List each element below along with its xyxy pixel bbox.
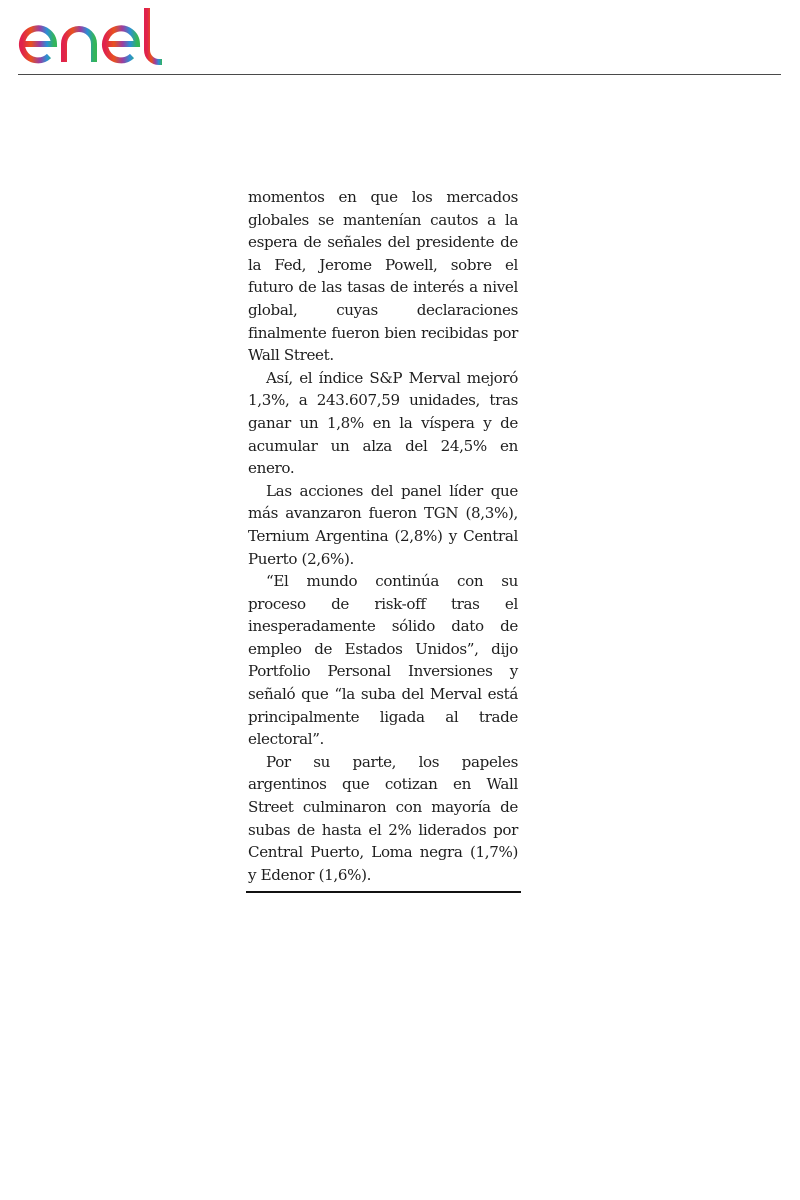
article-end-rule [246, 891, 521, 893]
article-body [248, 186, 518, 886]
article-paragraph-1: momentos en que los mercados globales se mantenían cautos a la espera de señales del presidente de la Fed, Jerome Powell, sobre el futuro de las tasas de interés a nivel global, cuyas declaraciones finalmente fueron bien recibidas por Wall Street. [248, 188, 518, 365]
enel-logo [16, 4, 182, 66]
article-paragraph-5: Por su parte, los papeles argentinos que cotizan en Wall Street culminaron con mayoría de subas de hasta el 2% liderados por Central Puerto, Loma negra (1,7%) y Edenor (1,6%). [248, 752, 518, 884]
article-paragraph-4: “El mundo continúa con su proceso de risk-off tras el inesperadamente sólido dato de empleo de Estados Unidos”, dijo Portfolio Personal Inversiones y señaló que “la suba del Merval está principalmente ligada al trade electoral”. [248, 572, 518, 749]
header-divider [18, 74, 781, 75]
article-paragraph-2: Así, el índice S&P Merval mejoró 1,3%, a 243.607,59 unidades, tras ganar un 1,8% en la víspera y de acumular un alza del 24,5% en enero. [248, 368, 518, 478]
page-header [0, 0, 800, 80]
article-paragraph-3: Las acciones del panel líder que más avanzaron fueron TGN (8,3%), Ternium Argentina (2,8%) y Central Puerto (2,6%). [248, 481, 518, 568]
